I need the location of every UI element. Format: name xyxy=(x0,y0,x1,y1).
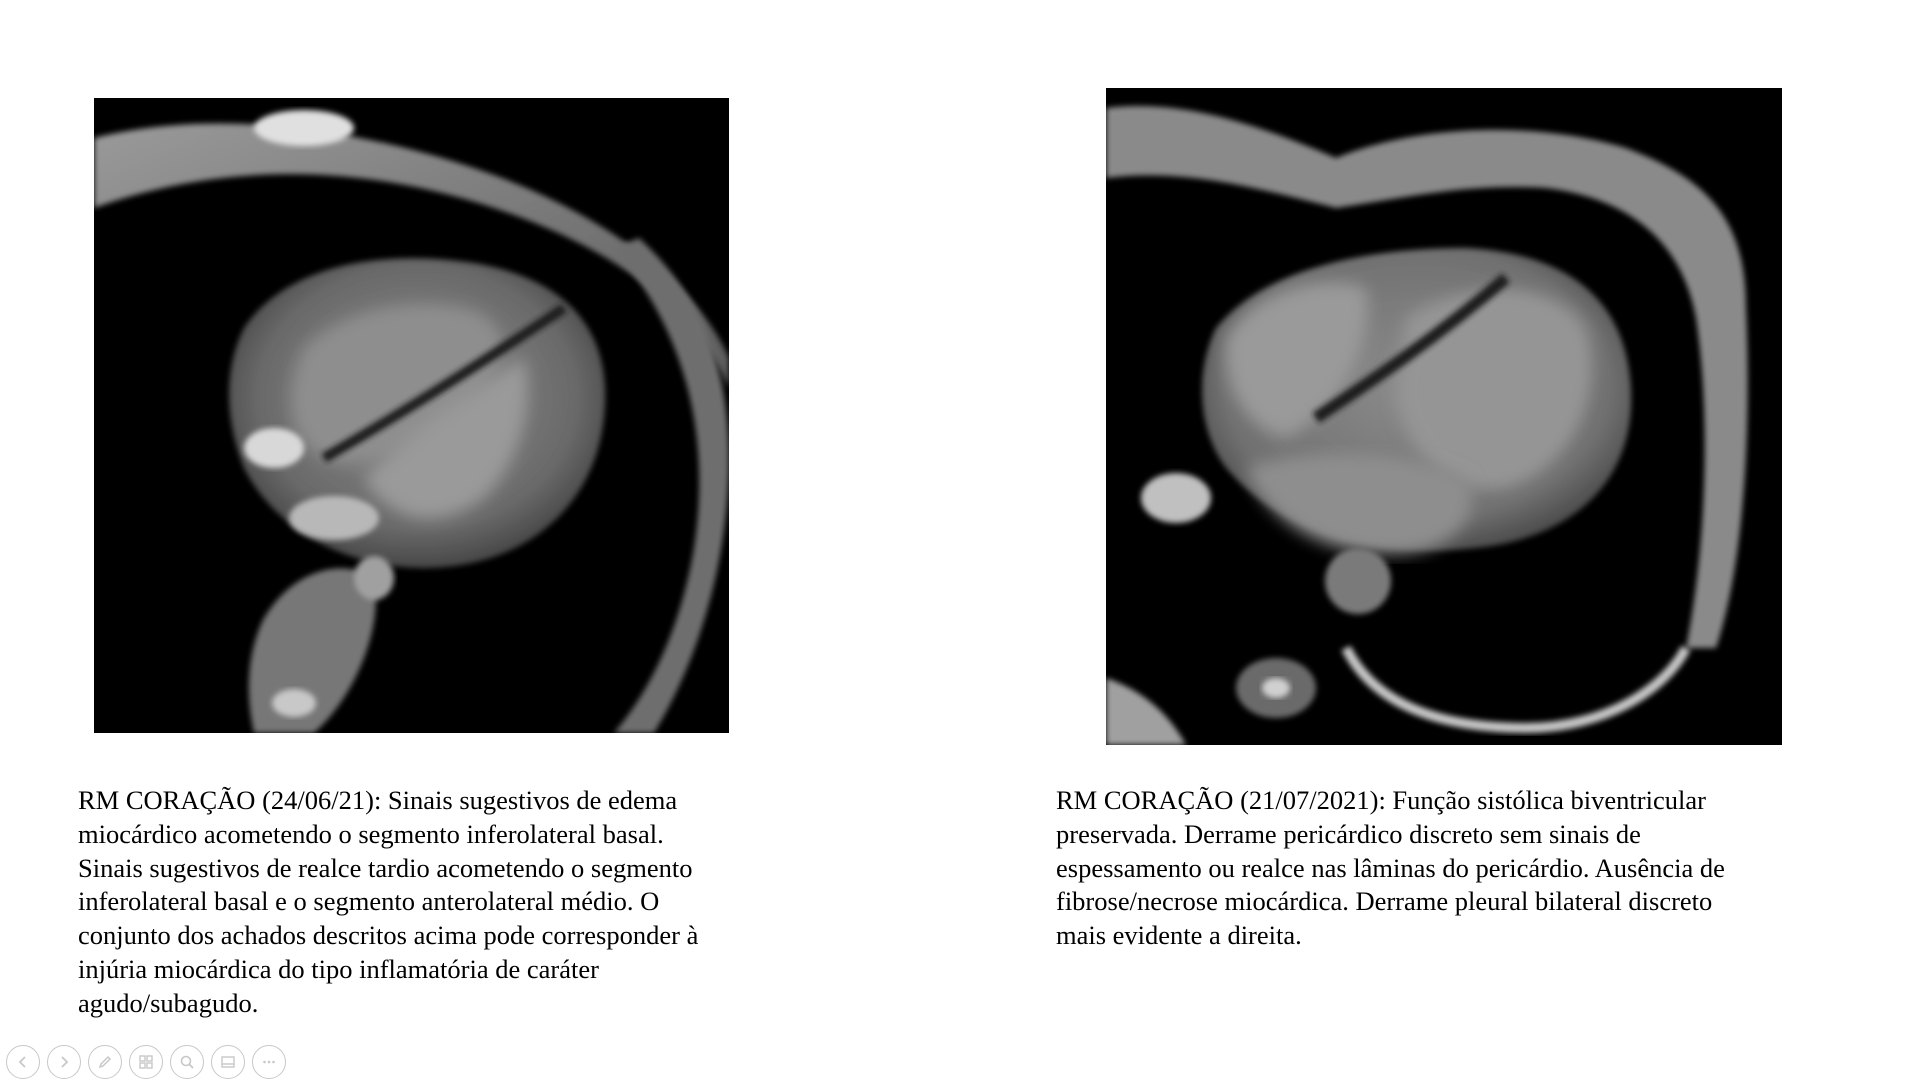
magnifier-icon xyxy=(178,1053,196,1071)
mri-image-left xyxy=(94,98,729,733)
see-all-slides-button[interactable] xyxy=(129,1045,163,1079)
slides-grid-icon xyxy=(137,1053,155,1071)
caption-right: RM CORAÇÃO (21/07/2021): Função sistólica biventricular preservada. Derrame pericárdico discreto sem sinais de espessamento ou realce nas lâminas do pericárdio. Ausência de fibrose/necrose miocárdica. Derrame pleural bilateral discreto mais evidente a direita. xyxy=(1056,785,1725,951)
mri-image-right xyxy=(1106,88,1782,745)
slideshow-toolbar xyxy=(6,1045,286,1079)
arrow-left-icon xyxy=(14,1053,32,1071)
pen-tool-button[interactable] xyxy=(88,1045,122,1079)
more-options-button[interactable] xyxy=(252,1045,286,1079)
next-slide-button[interactable] xyxy=(47,1045,81,1079)
ellipsis-icon xyxy=(260,1053,278,1071)
screen-icon xyxy=(219,1053,237,1071)
caption-left: RM CORAÇÃO (24/06/21): Sinais sugestivos de edema miocárdico acometendo o segmento inferolateral basal. Sinais sugestivos de realce tardio acometendo o segmento inferolateral basal e o segmento anterolateral médio. O conjunto dos achados descritos acima pode corresponder à injúria miocárdica do tipo inflamatória de caráter agudo/subagudo. xyxy=(78,785,699,1018)
previous-slide-button[interactable] xyxy=(6,1045,40,1079)
subtitles-button[interactable] xyxy=(211,1045,245,1079)
arrow-right-icon xyxy=(55,1053,73,1071)
zoom-button[interactable] xyxy=(170,1045,204,1079)
pen-icon xyxy=(96,1053,114,1071)
